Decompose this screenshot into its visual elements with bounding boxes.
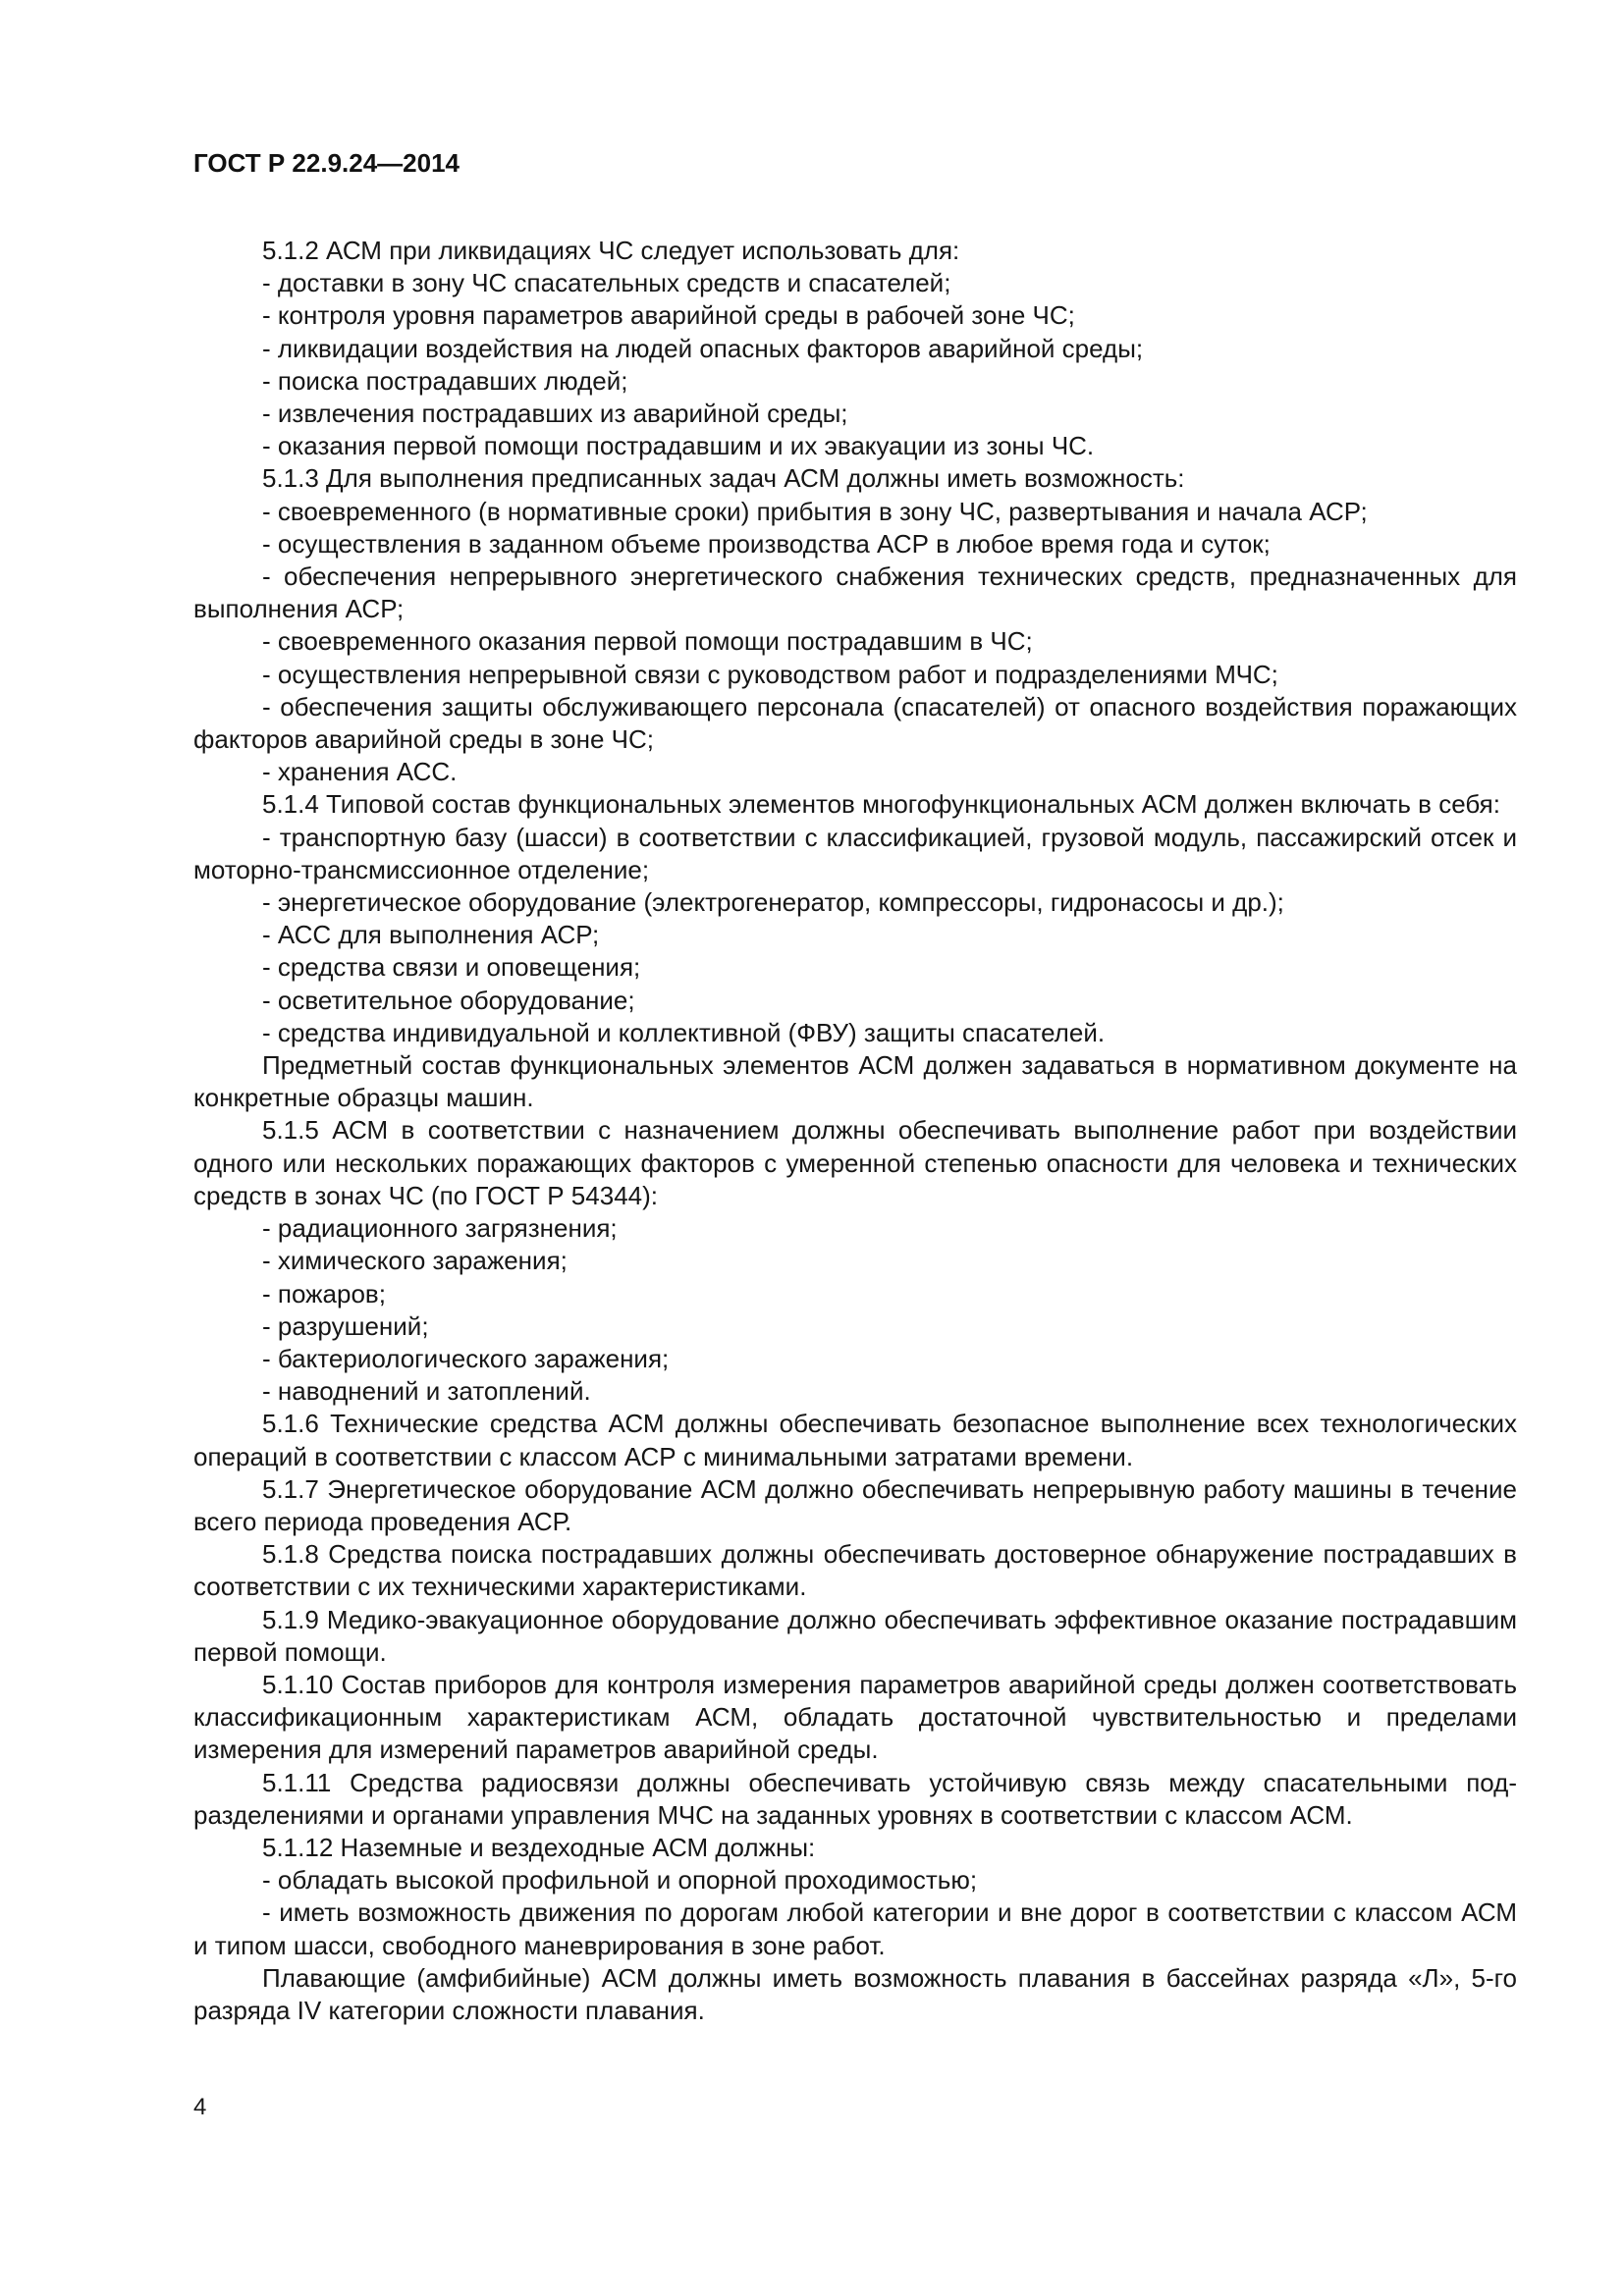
body-paragraph: - иметь возможность движения по дорогам любой категории и вне дорог в соответствии с классом АСМ и типом шасси, свободного маневрирования в зоне работ.	[193, 1897, 1517, 1960]
body-paragraph: 5.1.2 АСМ при ликвидациях ЧС следует использовать для:	[262, 236, 960, 265]
body-paragraph: 5.1.6 Технические средства АСМ должны обеспечивать безопасное выполнение всех технологических операций в соответствии с классом АСР с минимальными затратами времени.	[193, 1409, 1517, 1471]
body-paragraph: - средства индивидуальной и коллективной (ФВУ) защиты спасателей.	[262, 1017, 1106, 1047]
body-paragraph: - средства связи и оповещения;	[262, 952, 641, 983]
body-paragraph: - своевременного оказания первой помощи пострадавшим в ЧС;	[262, 626, 1033, 657]
body-paragraph: - разрушений;	[262, 1310, 429, 1341]
body-paragraph: 5.1.11 Средства радиосвязи должны обеспечивать устойчивую связь между спасательными подразделениями и органами управления МЧС на заданных уровнях в соответствии с классом АСМ.	[193, 1767, 1517, 1830]
body-paragraph: - ликвидации воздействия на людей опасных факторов аварийной среды;	[262, 333, 1144, 363]
body-paragraph: 5.1.7 Энергетическое оборудование АСМ должно обеспечивать непрерывную работу машины в течение всего периода проведения АСР.	[193, 1473, 1517, 1536]
body-paragraph: 5.1.9 Медико-эвакуационное оборудование должно обеспечивать эффективное оказание пострадавшим первой помощи.	[193, 1604, 1517, 1667]
body-paragraph: Плавающие (амфибийные) АСМ должны иметь возможность плавания в бассейнах разряда «Л», 5-го разряда IV категории сложности плавания.	[193, 1962, 1517, 2025]
body-paragraph: - осуществления в заданном объеме производства АСР в любое время года и суток;	[262, 528, 1271, 559]
body-paragraph: 5.1.8 Средства поиска пострадавших должны обеспечивать достоверное обнаружение пострадавших в соответствии с их техническими характеристиками.	[193, 1539, 1517, 1602]
document-body	[193, 235, 1517, 2027]
body-paragraph: - осуществления непрерывной связи с руководством работ и подразделениями МЧС;	[262, 659, 1278, 689]
body-paragraph: - наводнений и затоплений.	[262, 1376, 591, 1407]
body-paragraph: - бактериологического заражения;	[262, 1343, 670, 1373]
body-paragraph: 5.1.10 Состав приборов для контроля измерения параметров аварийной среды должен соответствовать классификационным характеристикам АСМ, обладать достаточной чувствительностью и пределами измерения для измерений параметров аварийной среды.	[193, 1669, 1517, 1765]
body-paragraph: - транспортную базу (шасси) в соответствии с классификацией, грузовой модуль, пассажирский отсек и моторно-трансмиссионное отделение;	[193, 822, 1517, 884]
body-paragraph: - оказания первой помощи пострадавшим и их эвакуации из зоны ЧС.	[262, 431, 1095, 461]
body-paragraph: 5.1.12 Наземные и вездеходные АСМ должны:	[262, 1832, 816, 1862]
body-paragraph: - осветительное оборудование;	[262, 985, 635, 1015]
body-paragraph: - обладать высокой профильной и опорной проходимостью;	[262, 1865, 978, 1896]
page-number: 4	[193, 2094, 207, 2120]
body-paragraph: 5.1.3 Для выполнения предписанных задач АСМ должны иметь возможность:	[262, 463, 1185, 494]
body-paragraph: - хранения АСС.	[262, 757, 458, 787]
body-paragraph: - обеспечения защиты обслуживающего персонала (спасателей) от опасного воздействия поражающих факторов аварийной среды в зоне ЧС;	[193, 691, 1517, 755]
body-paragraph: - АСС для выполнения АСР;	[262, 920, 600, 950]
document-header: ГОСТ Р 22.9.24—2014	[193, 148, 460, 178]
body-paragraph: Предметный состав функциональных элементов АСМ должен задаваться в нормативном документе на конкретные образцы машин.	[193, 1050, 1517, 1113]
body-paragraph: - энергетическое оборудование (электрогенератор, компрессоры, гидронасосы и др.);	[262, 887, 1284, 918]
body-paragraph: - пожаров;	[262, 1278, 386, 1308]
document-page	[193, 147, 1517, 2027]
body-paragraph: 5.1.4 Типовой состав функциональных элементов многофункциональных АСМ должен включать в себя:	[262, 789, 1500, 820]
body-paragraph: - радиационного загрязнения;	[262, 1213, 618, 1244]
body-paragraph: - обеспечения непрерывного энергетического снабжения технических средств, предназначенных для выполнения АСР;	[193, 561, 1517, 624]
body-paragraph: - доставки в зону ЧС спасательных средств и спасателей;	[262, 268, 951, 298]
body-paragraph: - контроля уровня параметров аварийной среды в рабочей зоне ЧС;	[262, 300, 1075, 331]
body-paragraph: 5.1.5 АСМ в соответствии с назначением должны обеспечивать выполнение работ при воздействии одного или нескольких поражающих факторов с умеренной степенью опасности для человека и технических средств в зонах ЧС (по ГОСТ Р 54344):	[193, 1115, 1517, 1210]
body-paragraph: - поиска пострадавших людей;	[262, 365, 628, 396]
body-paragraph: - извлечения пострадавших из аварийной среды;	[262, 399, 848, 429]
body-paragraph: - своевременного (в нормативные сроки) прибытия в зону ЧС, развертывания и начала АСР;	[262, 496, 1368, 526]
body-paragraph: - химического заражения;	[262, 1246, 568, 1276]
